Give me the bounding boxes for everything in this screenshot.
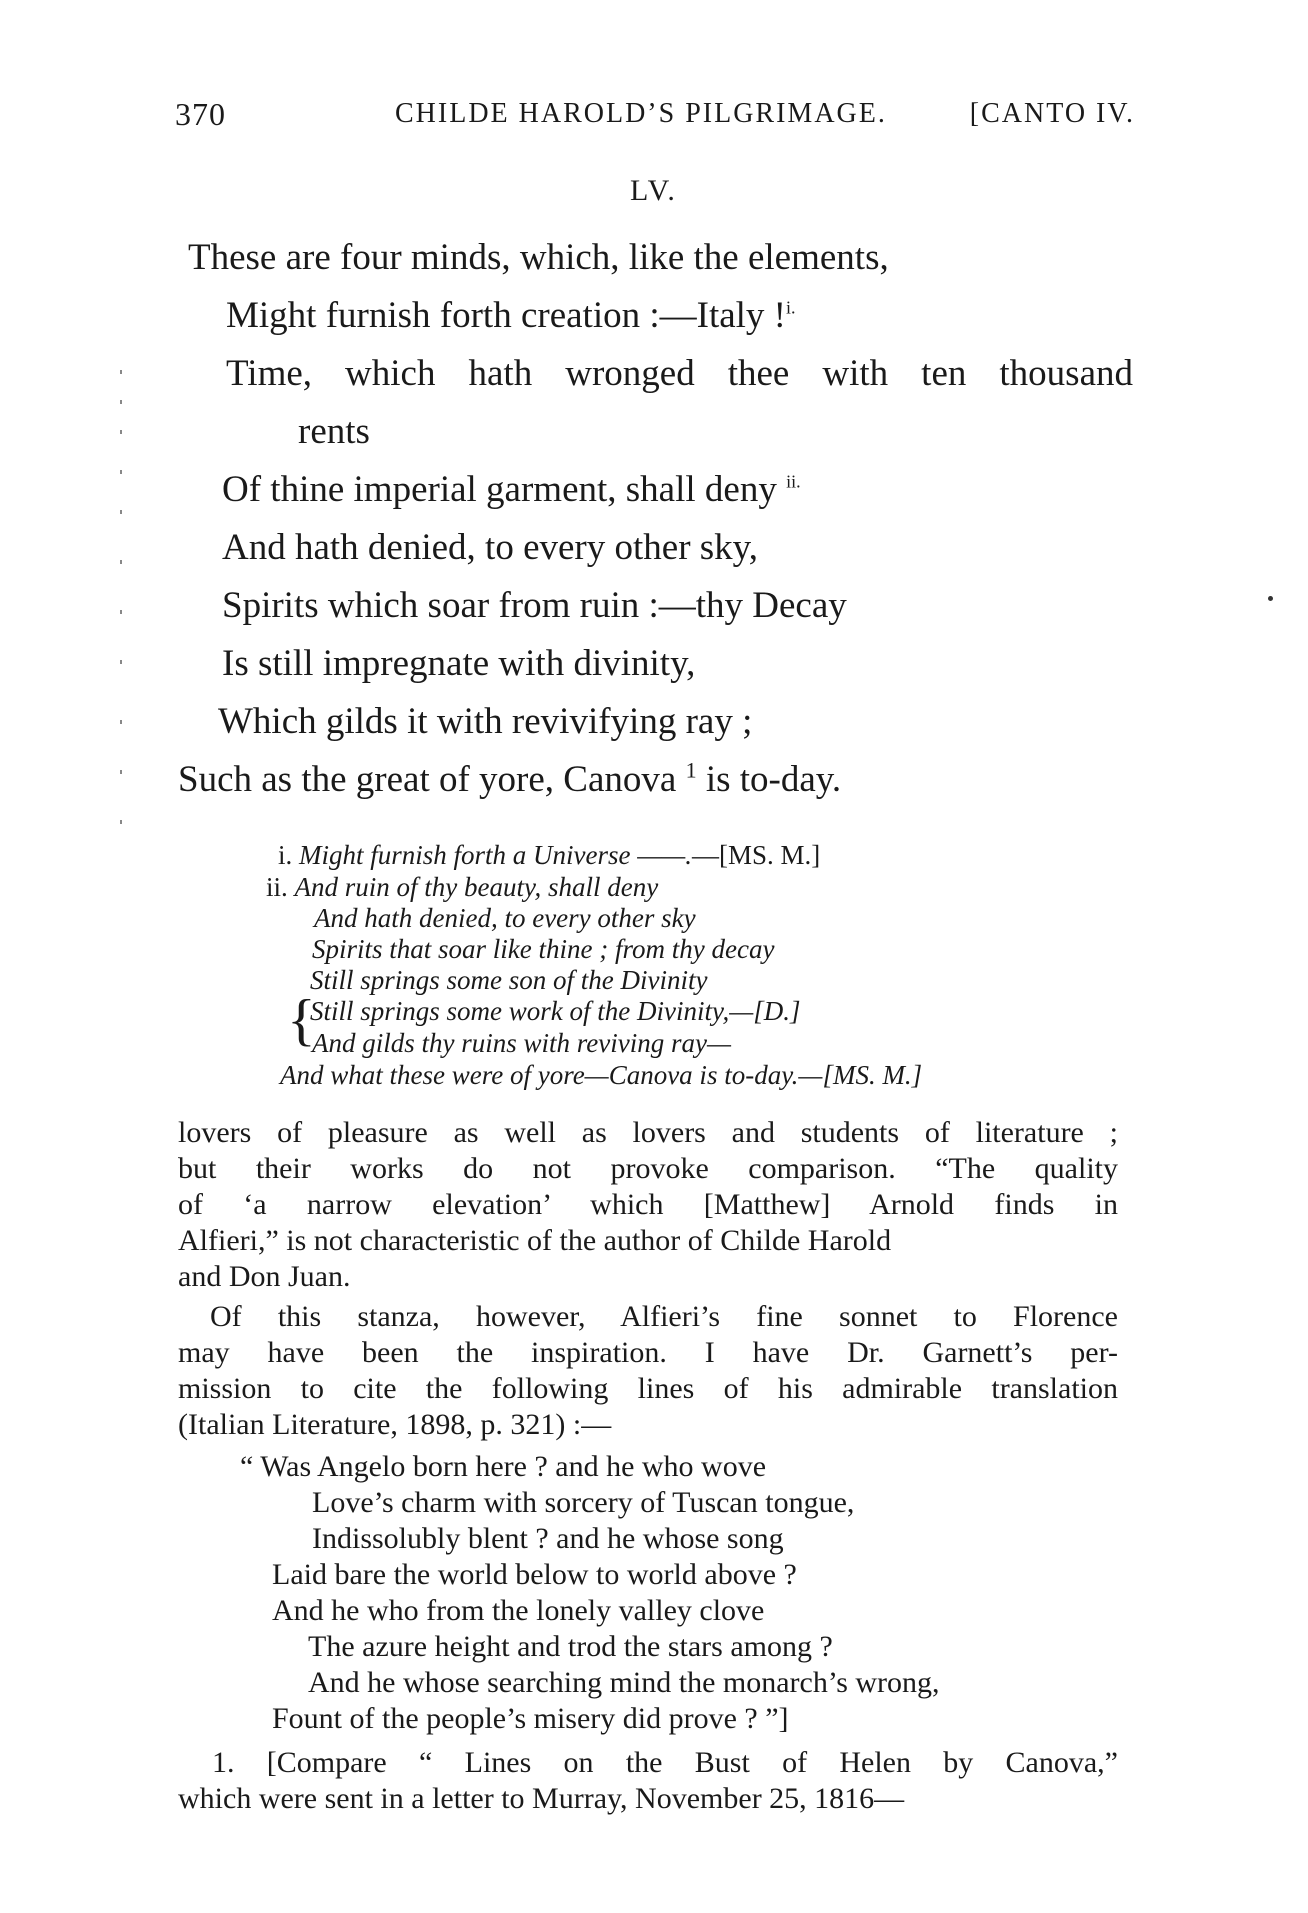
footnote-marker: 1: [685, 757, 697, 783]
verse-line: Is still impregnate with divinity,: [222, 643, 696, 684]
verse-line: rents: [298, 411, 370, 452]
variant-line: Spirits that soar like thine ; from thy decay: [312, 934, 775, 964]
variant-line: ii. And ruin of thy beauty, shall deny: [266, 872, 659, 902]
stray-mark: [1268, 596, 1273, 601]
verse-line: These are four minds, which, like the elements,: [188, 237, 889, 278]
prose-line: of ‘a narrow elevation’ which [Matthew] Arnold finds in: [178, 1188, 1118, 1221]
prose-line: mission to cite the following lines of his admirable translation: [178, 1372, 1118, 1405]
prose-line: lovers of pleasure as well as lovers and students of literature ;: [178, 1116, 1118, 1149]
translation-line: The azure height and trod the stars among ?: [308, 1630, 833, 1663]
footnote-line: which were sent in a letter to Murray, November 25, 1816—: [178, 1782, 905, 1815]
prose-line: may have been the inspiration. I have Dr. Garnett’s per-: [178, 1336, 1118, 1369]
translation-line: “ Was Angelo born here ? and he who wove: [240, 1450, 767, 1483]
stanza-number: LV.: [630, 174, 677, 207]
variant-line: And hath denied, to every other sky: [314, 903, 696, 933]
variant-line: i. Might furnish forth a Universe ——.—[MS. M.]: [278, 840, 821, 870]
prose-line: (Italian Literature, 1898, p. 321) :—: [178, 1408, 612, 1441]
running-header: [175, 96, 1135, 136]
variant-line: Still springs some work of the Divinity,—[D.]: [310, 996, 801, 1026]
prose-line: but their works do not provoke comparison. “The quality: [178, 1152, 1118, 1185]
variant-note-marker: i.: [786, 297, 796, 318]
footnote-line: 1. [Compare “ Lines on the Bust of Helen by Canova,”: [212, 1746, 1118, 1779]
canto-label: [CANTO IV.: [969, 98, 1135, 129]
verse-line: Time, which hath wronged thee with ten thousand: [226, 353, 1133, 394]
variant-line: And gilds thy ruins with reviving ray—: [312, 1028, 731, 1058]
verse-line: Which gilds it with revivifying ray ;: [218, 701, 753, 742]
variant-line: Still springs some son of the Divinity: [310, 965, 708, 995]
verse-line: Spirits which soar from ruin :—thy Decay: [222, 585, 847, 626]
variant-line: And what these were of yore—Canova is to-day.—[MS. M.]: [280, 1060, 923, 1090]
prose-line: and Don Juan.: [178, 1260, 351, 1293]
translation-line: And he who from the lonely valley clove: [272, 1594, 765, 1627]
prose-line: Alfieri,” is not characteristic of the author of Childe Harold: [178, 1224, 892, 1257]
translation-line: Love’s charm with sorcery of Tuscan tongue,: [312, 1486, 855, 1519]
page-number: 370: [175, 96, 226, 132]
verse-line: And hath denied, to every other sky,: [222, 527, 759, 568]
translation-line: Fount of the people’s misery did prove ? ”]: [272, 1702, 789, 1735]
translation-line: And he whose searching mind the monarch’s wrong,: [308, 1666, 940, 1699]
running-title: CHILDE HAROLD’S PILGRIMAGE.: [395, 98, 887, 129]
variant-note-marker: ii.: [786, 471, 801, 492]
brace-glyph: {: [287, 988, 316, 1052]
translation-line: Indissolubly blent ? and he whose song: [312, 1522, 784, 1555]
verse-line: Might furnish forth creation :—Italy !$^{i.}$: [226, 295, 796, 336]
prose-line: Of this stanza, however, Alfieri’s fine sonnet to Florence: [210, 1300, 1118, 1333]
verse-line: Of thine imperial garment, shall deny $^{ii.}$: [222, 469, 801, 510]
verse-line: Such as the great of yore, Canova $^1$ is to-day.: [178, 757, 842, 800]
translation-line: Laid bare the world below to world above ?: [272, 1558, 797, 1591]
